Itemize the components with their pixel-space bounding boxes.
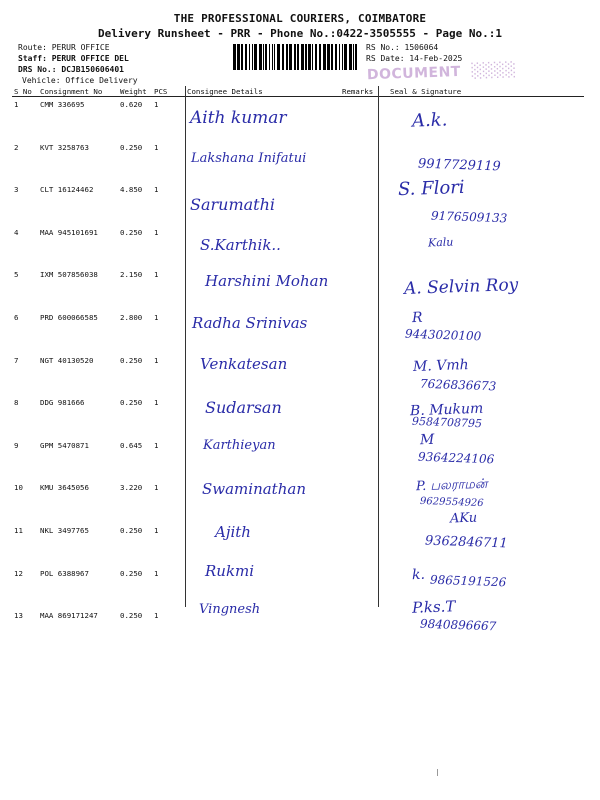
weight-cell: 4.850 <box>120 185 143 195</box>
sno-cell: 11 <box>14 525 23 535</box>
signature-handwriting: A.k. <box>411 109 448 132</box>
signature-phone: 9584708795 <box>411 414 483 431</box>
signature-phone: 9629554926 <box>419 495 484 510</box>
signature-phone: 9840896667 <box>419 616 497 634</box>
consignee-handwriting: Lakshana Inifatui <box>191 151 307 166</box>
consignee-handwriting: Sudarsan <box>205 398 282 417</box>
barcode-image <box>233 44 357 70</box>
drs-number: DRS No.: DCJB150606401 <box>18 65 124 74</box>
column-header: PCS <box>152 86 185 97</box>
signature-handwriting: R <box>411 309 423 327</box>
remarks-cell <box>340 353 388 396</box>
weight-cell: 0.250 <box>120 611 143 621</box>
pcs-cell: 1 <box>154 142 159 152</box>
signature-cell <box>388 225 584 268</box>
consignment-number-cell: KVT 3258763 <box>40 142 89 152</box>
sno-cell: 3 <box>14 185 19 195</box>
remarks-cell <box>340 608 388 651</box>
signature-handwriting: M. Vmh <box>412 357 469 375</box>
sno-cell: 4 <box>14 227 19 237</box>
sno-cell: 9 <box>14 440 19 450</box>
signature-handwriting: S. Flori <box>397 176 465 201</box>
pcs-cell: 1 <box>154 355 159 365</box>
pcs-cell: 1 <box>154 185 159 195</box>
column-header: Seal & Signature <box>388 86 584 97</box>
pcs-cell: 1 <box>154 525 159 535</box>
table-header-row <box>12 86 584 97</box>
consignee-handwriting: Radha Srinivas <box>192 314 308 332</box>
remarks-cell <box>340 225 388 268</box>
pcs-cell: 1 <box>154 270 159 280</box>
remarks-cell <box>340 523 388 566</box>
consignment-number-cell: POL 6388967 <box>40 568 89 578</box>
route-label: Route: PERUR OFFICE <box>18 43 110 52</box>
consignee-handwriting: S.Karthik.. <box>200 236 281 254</box>
sno-cell: 10 <box>14 483 23 493</box>
signature-phone: 9362846711 <box>424 533 508 552</box>
consignment-number-cell: NKL 3497765 <box>40 525 89 535</box>
weight-cell: 0.620 <box>120 100 143 109</box>
remarks-cell <box>340 182 388 225</box>
consignment-number-cell: IXM 507856038 <box>40 270 98 280</box>
sno-cell: 2 <box>14 142 19 152</box>
pcs-cell: 1 <box>154 568 159 578</box>
signature-phone: 9364224106 <box>417 449 495 467</box>
consignment-number-cell: NGT 40130520 <box>40 355 94 365</box>
runsheet-subtitle: Delivery Runsheet - PRR - Phone No.:0422-3505555 - Page No.:1 <box>98 27 502 40</box>
remarks-cell <box>340 267 388 310</box>
table-row <box>12 97 584 140</box>
weight-cell: 0.250 <box>120 227 143 237</box>
remarks-cell <box>340 310 388 353</box>
weight-cell: 3.220 <box>120 483 143 493</box>
weight-cell: 0.250 <box>120 525 143 535</box>
weight-cell: 0.250 <box>120 355 143 365</box>
consignment-number-cell: CLT 16124462 <box>40 185 94 195</box>
remarks-cell <box>340 395 388 438</box>
signature-handwriting: AKu <box>449 510 478 527</box>
table-row <box>12 608 584 651</box>
pcs-cell: 1 <box>154 398 159 408</box>
sno-cell: 7 <box>14 355 19 365</box>
weight-cell: 0.250 <box>120 568 143 578</box>
consignee-cell <box>185 523 340 566</box>
weight-cell: 0.250 <box>120 142 143 152</box>
signature-handwriting: P.ks.T <box>411 597 456 617</box>
signature-handwriting: Kalu <box>427 235 454 250</box>
signature-phone: 9176509133 <box>430 208 508 226</box>
scan-mark <box>437 769 438 776</box>
sno-cell: 12 <box>14 568 23 578</box>
sno-cell: 13 <box>14 611 23 621</box>
pcs-cell: 1 <box>154 440 159 450</box>
consignee-handwriting: Sarumathi <box>190 195 276 214</box>
table-row <box>12 225 584 268</box>
weight-cell: 0.250 <box>120 398 143 408</box>
signature-phone: 9443020100 <box>404 326 482 344</box>
remarks-cell <box>340 566 388 609</box>
vehicle-label: Vehicle: Office Delivery <box>22 76 138 85</box>
consignee-handwriting: Harshini Mohan <box>205 272 329 290</box>
consignment-number-cell: PRD 600066585 <box>40 312 98 322</box>
signature-handwriting: B. Mukum <box>409 400 484 420</box>
consignee-handwriting: Ajith <box>215 523 251 541</box>
pcs-cell: 1 <box>154 100 159 109</box>
table-row <box>12 353 584 396</box>
column-header: Weight <box>118 86 152 97</box>
signature-handwriting: k. <box>411 566 426 584</box>
signature-phone: 9917729119 <box>417 156 501 175</box>
weight-cell: 2.150 <box>120 270 143 280</box>
sno-cell: 8 <box>14 398 19 408</box>
consignment-number-cell: DDG 981666 <box>40 398 85 408</box>
document-stamp <box>367 61 553 89</box>
stamp-tail: ░░░░ <box>465 62 517 80</box>
pcs-cell: 1 <box>154 611 159 621</box>
column-header: Remarks <box>340 86 388 97</box>
column-divider <box>185 86 186 607</box>
weight-cell: 2.800 <box>120 312 143 322</box>
consignment-number-cell: GPM 5470871 <box>40 440 89 450</box>
column-header: S No <box>12 86 38 97</box>
sno-cell: 1 <box>14 100 19 109</box>
company-title: THE PROFESSIONAL COURIERS, COIMBATORE <box>173 12 427 25</box>
sno-cell: 5 <box>14 270 19 280</box>
pcs-cell: 1 <box>154 227 159 237</box>
column-header: Consignee Details <box>185 86 340 97</box>
signature-handwriting: P. பலராமன் <box>415 476 488 495</box>
signature-handwriting: M <box>419 431 435 449</box>
table-row <box>12 438 584 481</box>
staff-label: Staff: PERUR OFFICE DEL <box>18 54 129 63</box>
remarks-cell <box>340 438 388 481</box>
consignee-handwriting: Vingnesh <box>199 602 261 617</box>
remarks-cell <box>340 97 388 140</box>
consignee-handwriting: Rukmi <box>205 562 255 580</box>
signature-phone: 9865191526 <box>429 572 507 590</box>
column-header: Consignment No <box>38 86 118 97</box>
consignee-handwriting: Karthieyan <box>203 438 276 453</box>
consignment-number-cell: CMM 336695 <box>40 100 85 109</box>
sno-cell: 6 <box>14 312 19 322</box>
signature-handwriting: A. Selvin Roy <box>403 275 519 299</box>
table-row <box>12 395 584 438</box>
rs-date: RS Date: 14-Feb-2025 <box>366 54 463 63</box>
signature-phone: 7626836673 <box>419 376 497 394</box>
column-divider <box>378 86 379 607</box>
consignee-handwriting: Swaminathan <box>202 480 306 498</box>
rs-number: RS No.: 1506064 <box>366 43 439 52</box>
pcs-cell: 1 <box>154 483 159 493</box>
consignee-handwriting: Venkatesan <box>200 355 288 373</box>
consignment-number-cell: MAA 945101691 <box>40 227 98 237</box>
remarks-cell <box>340 480 388 523</box>
weight-cell: 0.645 <box>120 440 143 450</box>
pcs-cell: 1 <box>154 312 159 322</box>
consignee-handwriting: Aith kumar <box>190 108 287 128</box>
consignment-number-cell: MAA 869171247 <box>40 611 98 621</box>
remarks-cell <box>340 140 388 183</box>
stamp-text: DOCUMENT <box>366 63 462 84</box>
consignment-number-cell: KMU 3645056 <box>40 483 89 493</box>
